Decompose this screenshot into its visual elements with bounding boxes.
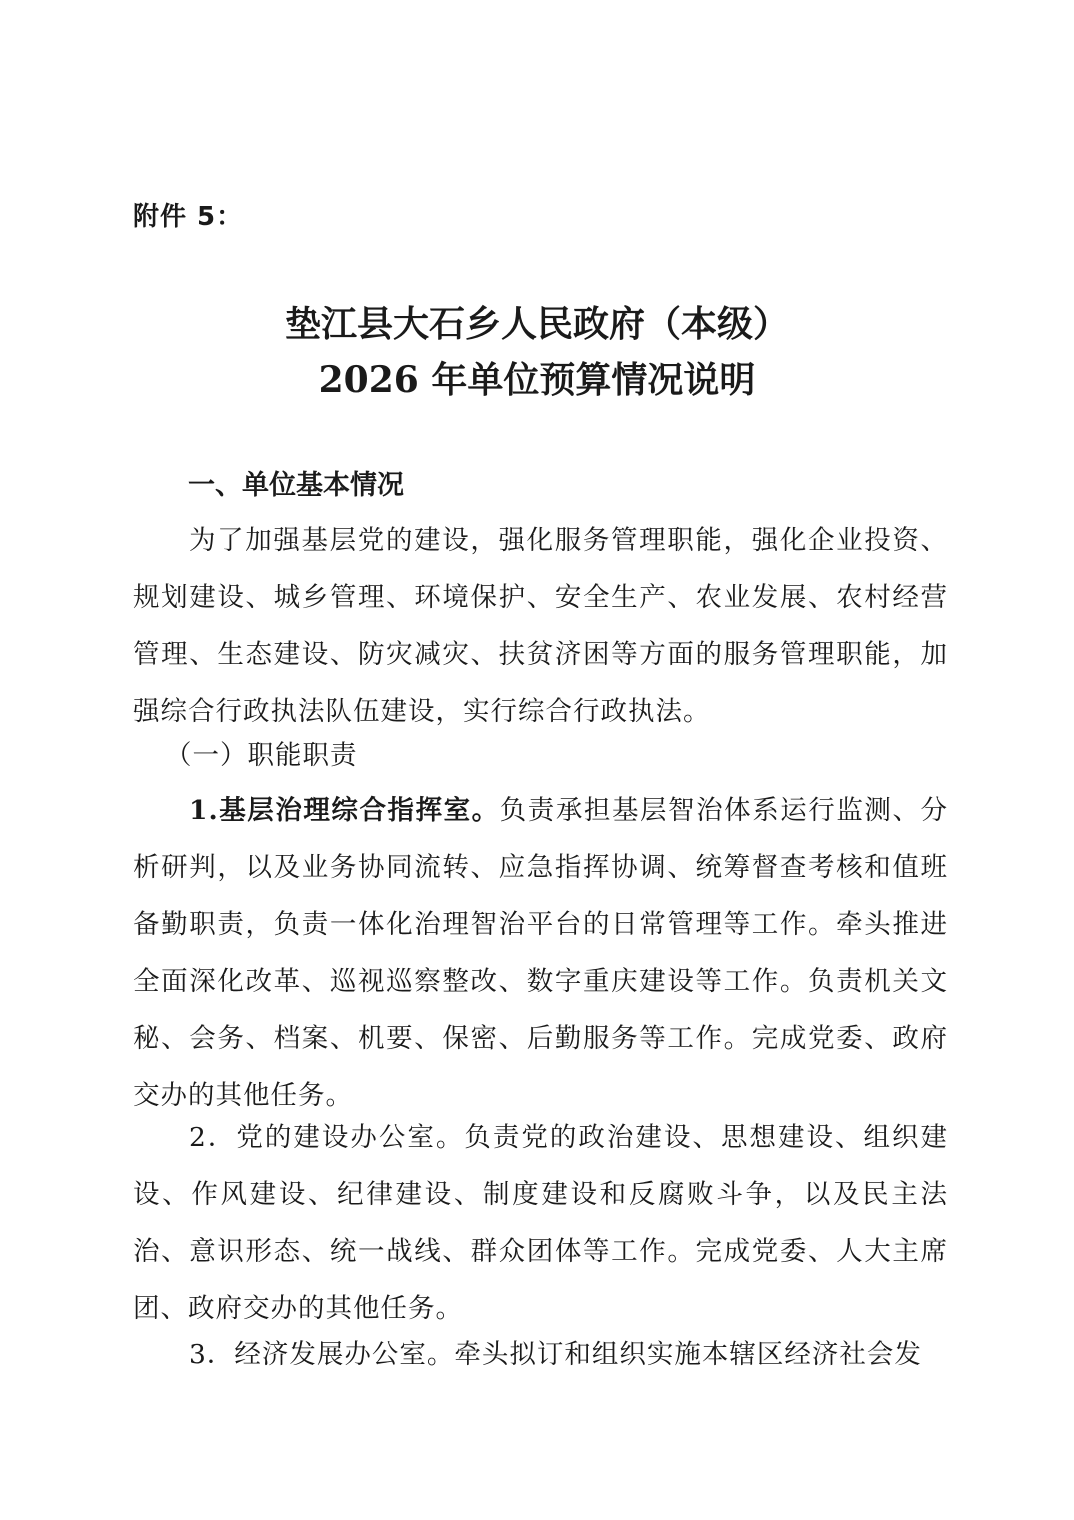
intro-paragraph: 为了加强基层党的建设，强化服务管理职能，强化企业投资、规划建设、城乡管理、环境保护、安全生产、农业发展、农村经营管理、生态建设、防灾减灾、扶贫济困等方面的服务管理职能，加强综合行政执法队伍建设，实行综合行政执法。 <box>133 525 948 727</box>
subsection-heading: （一）职能职责 <box>165 740 358 771</box>
attachment-label: 附件 5： <box>133 202 244 232</box>
duty-item-2: 2．党的建设办公室。负责党的政治建设、思想建设、组织建设、作风建设、纪律建设、制度建设和反腐败斗争，以及民主法治、意识形态、统一战线、群众团体等工作。完成党委、人大主席团、政府交办的其他任务。 <box>133 1122 948 1324</box>
duty-item-1-text: 负责承担基层智治体系运行监测、分析研判，以及业务协同流转、应急指挥协调、统筹督查考核和值班备勤职责，负责一体化治理智治平台的日常管理等工作。牵头推进全面深化改革、巡视巡察整改、数字重庆建设等工作。负责机关文秘、会务、档案、机要、保密、后勤服务等工作。完成党委、政府交办的其他任务。 <box>133 795 949 1111</box>
document-title-line2: 2026 年单位预算情况说明 <box>318 359 756 401</box>
section-heading: 一、单位基本情况 <box>188 470 404 501</box>
duty-item-1 <box>133 782 948 1124</box>
duty-item-3: 3．经济发展办公室。牵头拟订和组织实施本辖区经济社会发 <box>189 1339 922 1370</box>
duty-item-1-title: 1.基层治理综合指挥室。 <box>189 795 500 826</box>
document-title-line1: 垫江县大石乡人民政府（本级） <box>284 303 789 345</box>
